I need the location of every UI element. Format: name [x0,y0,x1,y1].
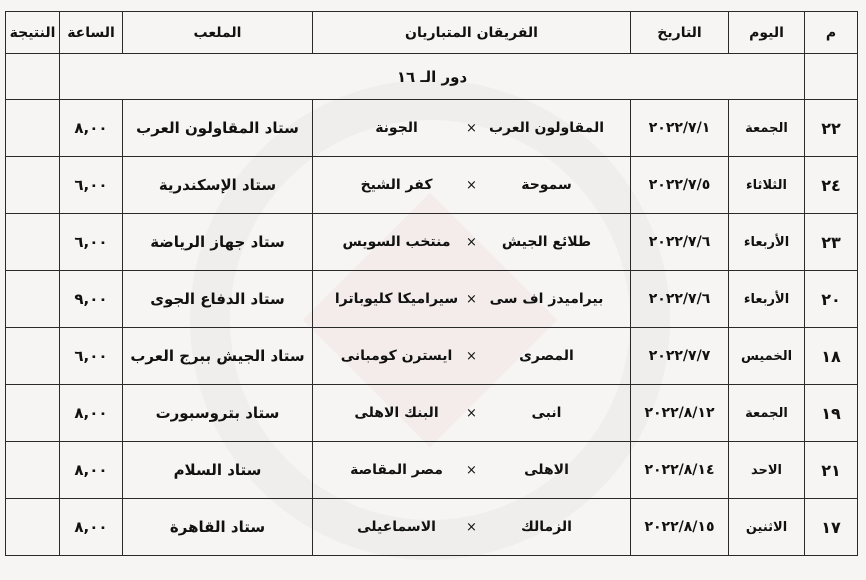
match-number: ٢٠ [805,271,858,328]
match-time: ٨,٠٠ [60,385,123,442]
match-day: الاثنين [729,499,805,556]
match-date: ٢٠٢٢/٨/١٥ [631,499,729,556]
away-team: كفر الشيخ [360,177,433,193]
match-day: الجمعة [729,385,805,442]
table-row [6,271,858,328]
match-time: ٩,٠٠ [60,271,123,328]
versus-separator: × [466,519,477,535]
match-stadium: ستاد بتروسبورت [123,385,313,442]
header-date: التاريخ [631,12,729,54]
match-number: ١٩ [805,385,858,442]
versus-separator: × [466,462,477,478]
match-result [6,271,60,328]
away-team: البنك الاهلى [354,405,439,421]
stage-row [6,54,858,100]
match-result [6,499,60,556]
match-date: ٢٠٢٢/٨/١٤ [631,442,729,499]
match-number: ٢٤ [805,157,858,214]
match-result [6,328,60,385]
match-day: الخميس [729,328,805,385]
match-result [6,442,60,499]
match-time: ٨,٠٠ [60,442,123,499]
match-result [6,100,60,157]
table-row [6,442,858,499]
match-time: ٦,٠٠ [60,328,123,385]
match-stadium: ستاد المقاولون العرب [123,100,313,157]
match-day: الثلاثاء [729,157,805,214]
match-result [6,385,60,442]
match-date: ٢٠٢٢/٧/٧ [631,328,729,385]
match-teams [313,214,631,271]
match-stadium: ستاد السلام [123,442,313,499]
match-day: الاحد [729,442,805,499]
match-number: ١٧ [805,499,858,556]
match-teams [313,499,631,556]
table-row [6,499,858,556]
match-day: الأربعاء [729,214,805,271]
match-stadium: ستاد جهاز الرياضة [123,214,313,271]
away-team: مصر المقاصة [350,462,443,478]
match-time: ٨,٠٠ [60,100,123,157]
match-time: ٦,٠٠ [60,157,123,214]
versus-separator: × [466,177,477,193]
match-stadium: ستاد الجيش ببرج العرب [123,328,313,385]
versus-separator: × [466,234,477,250]
table-row [6,385,858,442]
match-teams [313,100,631,157]
header-row [6,12,858,54]
table-row [6,214,858,271]
match-stadium: ستاد الدفاع الجوى [123,271,313,328]
away-team: الاسماعيلى [357,519,436,535]
match-number: ٢١ [805,442,858,499]
header-teams: الفريقان المتباريان [313,12,631,54]
match-date: ٢٠٢٢/٧/٦ [631,271,729,328]
match-number: ٢٢ [805,100,858,157]
home-team: الزمالك [520,519,572,535]
home-team: الاهلى [524,462,569,478]
table-row [6,100,858,157]
match-number: ١٨ [805,328,858,385]
match-stadium: ستاد الإسكندرية [123,157,313,214]
header-num: م [805,12,858,54]
match-schedule-table [5,11,858,556]
match-result [6,214,60,271]
match-day: الجمعة [729,100,805,157]
versus-separator: × [466,120,477,136]
header-time: الساعة [60,12,123,54]
match-date: ٢٠٢٢/٧/٥ [631,157,729,214]
match-stadium: ستاد القاهرة [123,499,313,556]
table-row [6,328,858,385]
match-time: ٦,٠٠ [60,214,123,271]
versus-separator: × [466,348,477,364]
away-team: منتخب السويس [342,234,451,250]
away-team: سيراميكا كليوباترا [334,291,459,307]
table-row [6,157,858,214]
match-teams [313,157,631,214]
home-team: طلائع الجيش [501,234,592,250]
match-teams [313,385,631,442]
match-result [6,157,60,214]
match-teams [313,328,631,385]
match-teams [313,271,631,328]
versus-separator: × [466,405,477,421]
away-team: ايسترن كومبانى [340,348,453,364]
match-day: الأربعاء [729,271,805,328]
match-number: ٢٣ [805,214,858,271]
match-time: ٨,٠٠ [60,499,123,556]
header-stadium: الملعب [123,12,313,54]
versus-separator: × [466,291,477,307]
header-result: النتيجة [6,12,60,54]
stage-num-cell [805,54,858,100]
home-team: انبى [531,405,562,421]
match-teams [313,442,631,499]
match-date: ٢٠٢٢/٧/٦ [631,214,729,271]
match-date: ٢٠٢٢/٨/١٢ [631,385,729,442]
home-team: المصرى [519,348,574,364]
away-team: الجونة [375,120,418,136]
home-team: سموحة [521,177,572,193]
header-day: اليوم [729,12,805,54]
home-team: بيراميدز اف سى [489,291,604,307]
match-date: ٢٠٢٢/٧/١ [631,100,729,157]
stage-result-cell [6,54,60,100]
home-team: المقاولون العرب [488,120,605,136]
stage-title: دور الـ ١٦ [60,54,805,100]
